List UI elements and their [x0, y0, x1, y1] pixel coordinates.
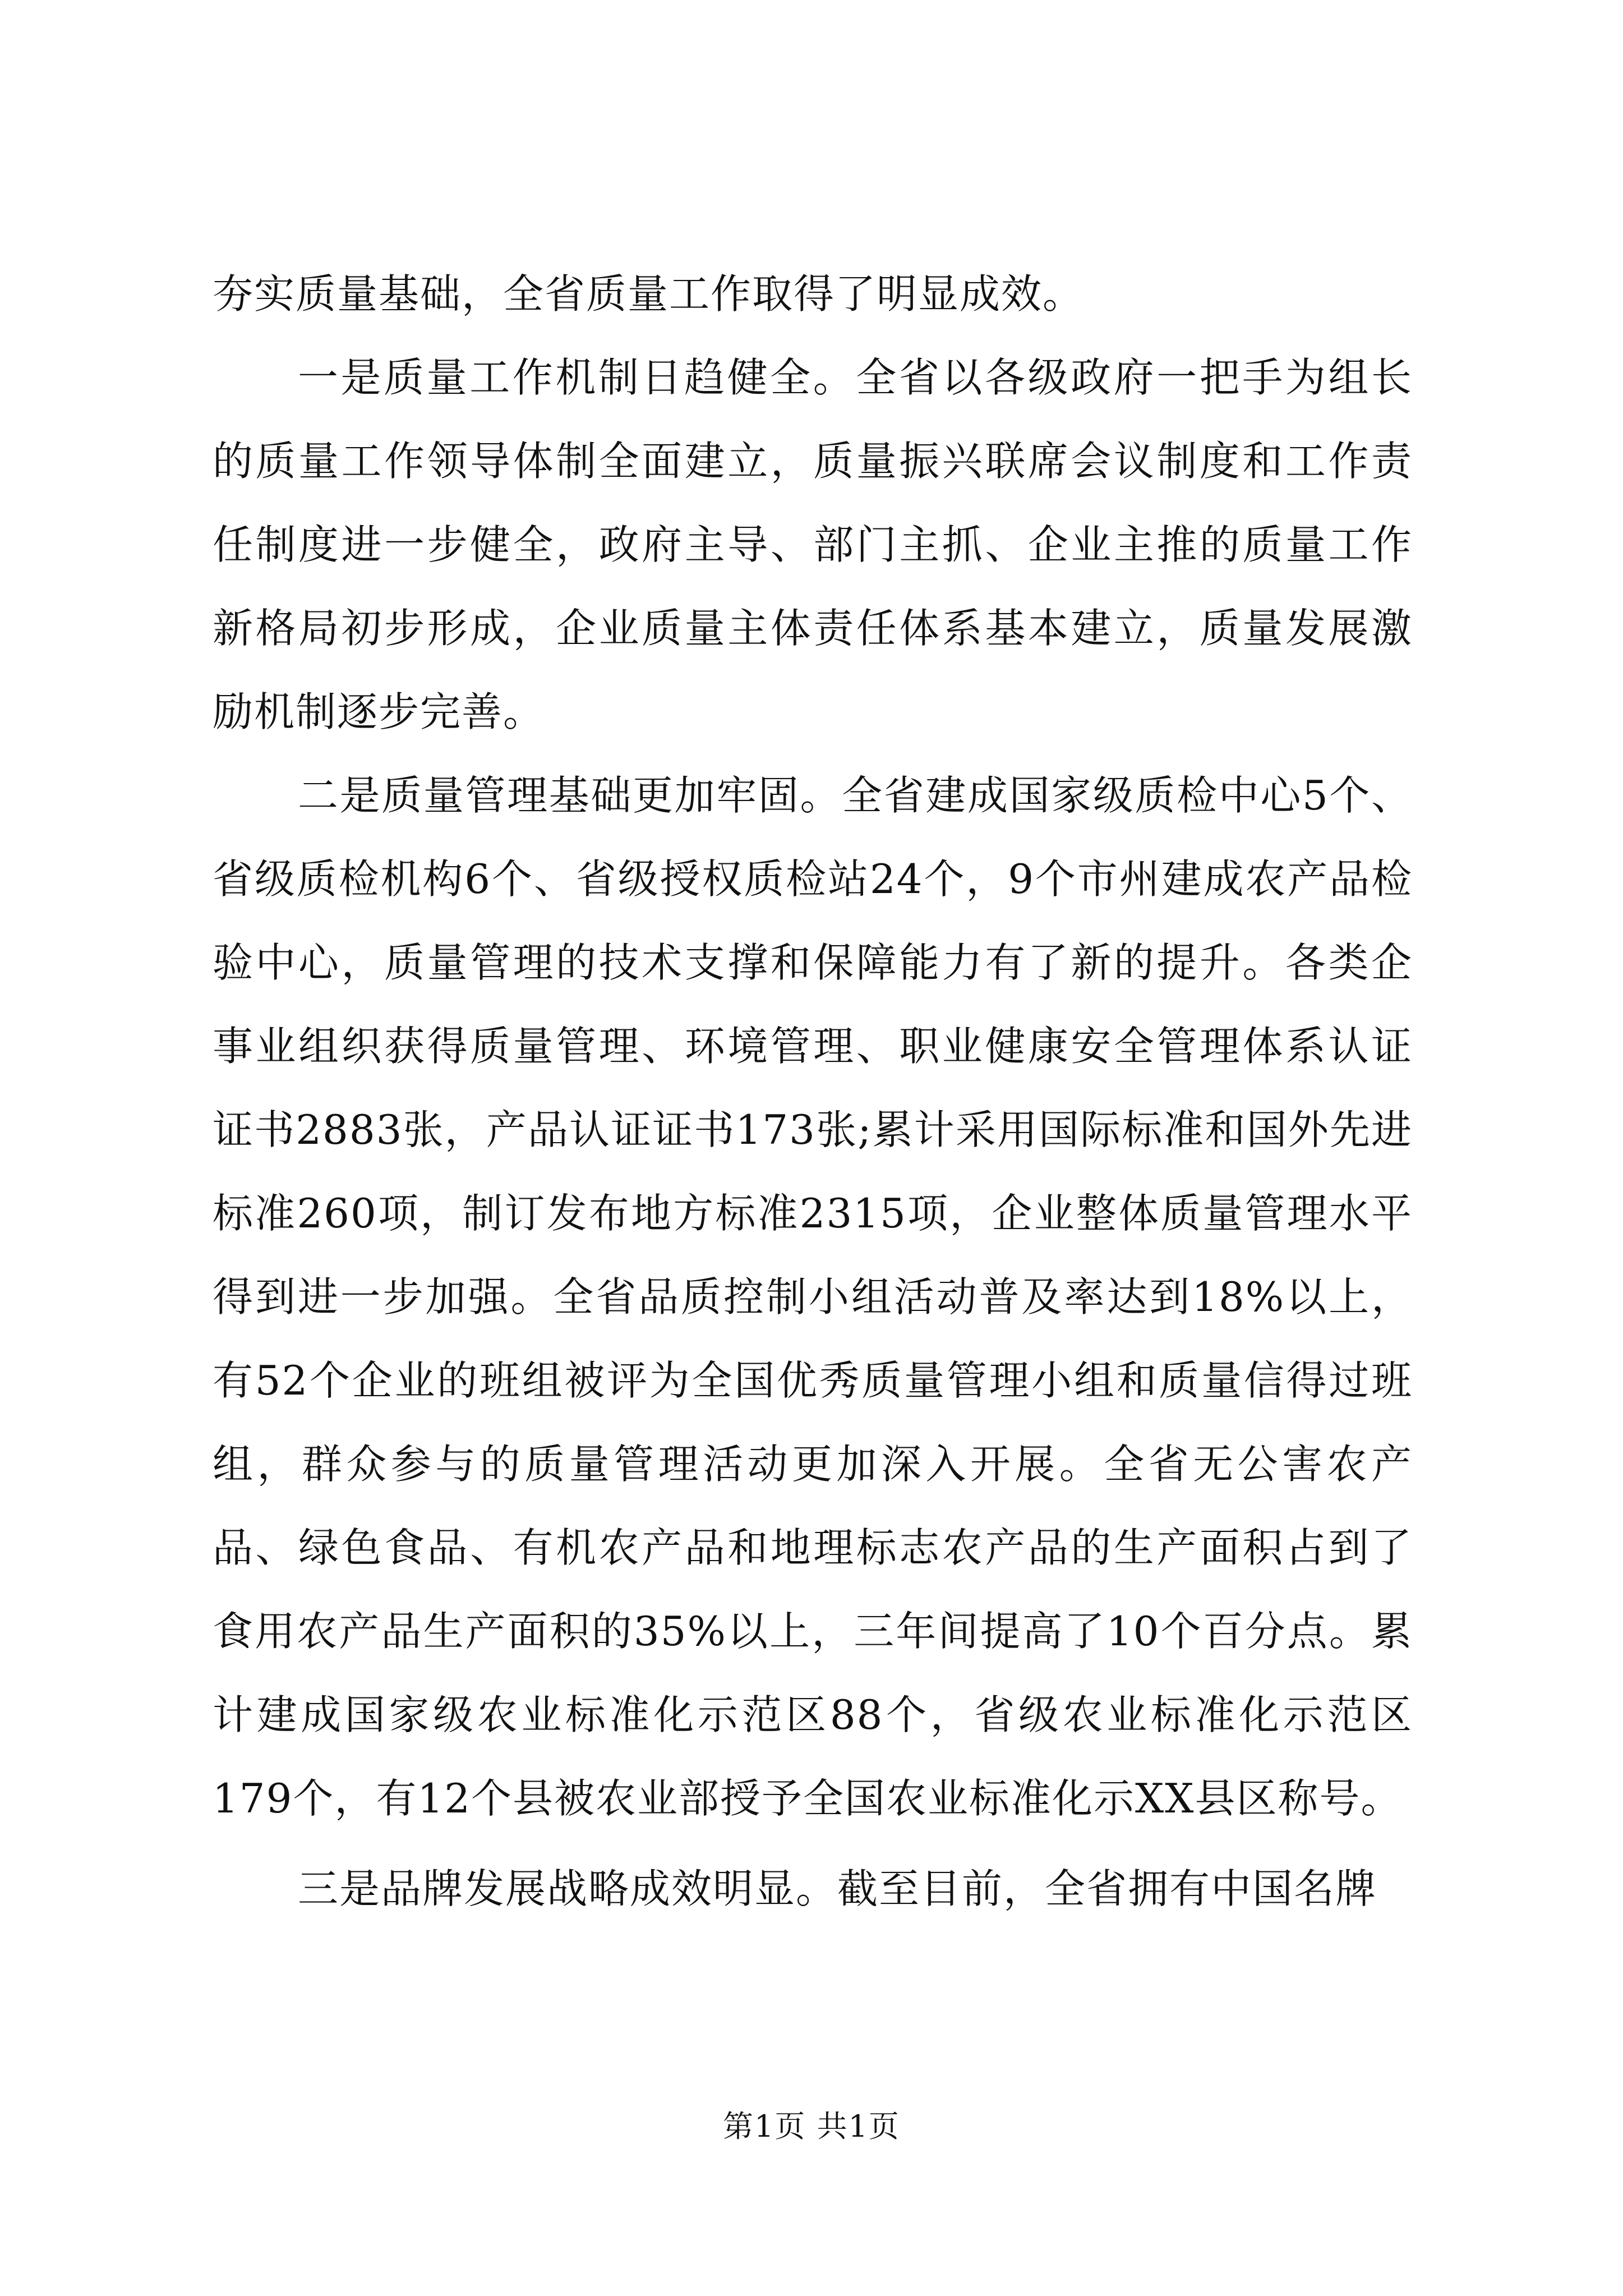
- page-footer: 第1页 共1页: [723, 2109, 900, 2144]
- paragraph-continuation: 夯实质量基础，全省质量工作取得了明显成效。: [213, 270, 1085, 318]
- paragraph-foundation: 二是质量管理基础更加牢固。全省建成国家级质检中心5个、省级质检机构6个、省级授权质检站24个，9个市州建成农产品检验中心，质量管理的技术支撑和保障能力有了新的提升。各类企事业组织获得质量管理、环境管理、职业健康安全管理体系认证证书2883张，产品认证证书173张;累计采用国际标准和国外先进标准260项，制订发布地方标准2315项，企业整体质量管理水平得到进一步加强。全省品质控制小组活动普及率达到18%以上，有52个企业的班组被评为全国优秀质量管理小组和质量信得过班组，群众参与的质量管理活动更加深入开展。全省无公害农产品、绿色食品、有机农产品和地理标志农产品的生产面积占到了食用农产品生产面积的35%以上，三年间提高了10个百分点。累计建成国家级农业标准化示范区88个，省级农业标准化示范区179个，有12个县被农业部授予全国农业标准化示XX县区称号。: [213, 772, 1413, 1822]
- paragraph-mechanism: 一是质量工作机制日趋健全。全省以各级政府一把手为组长的质量工作领导体制全面建立，质量振兴联席会议制度和工作责任制度进一步健全，政府主导、部门主抓、企业主推的质量工作新格局初步形成，企业质量主体责任体系基本建立，质量发展激励机制逐步完善。: [213, 354, 1413, 735]
- paragraph-brand: 三是品牌发展战略成效明显。截至目前，全省拥有中国名牌: [298, 1865, 1377, 1912]
- document-body: [213, 252, 1413, 1931]
